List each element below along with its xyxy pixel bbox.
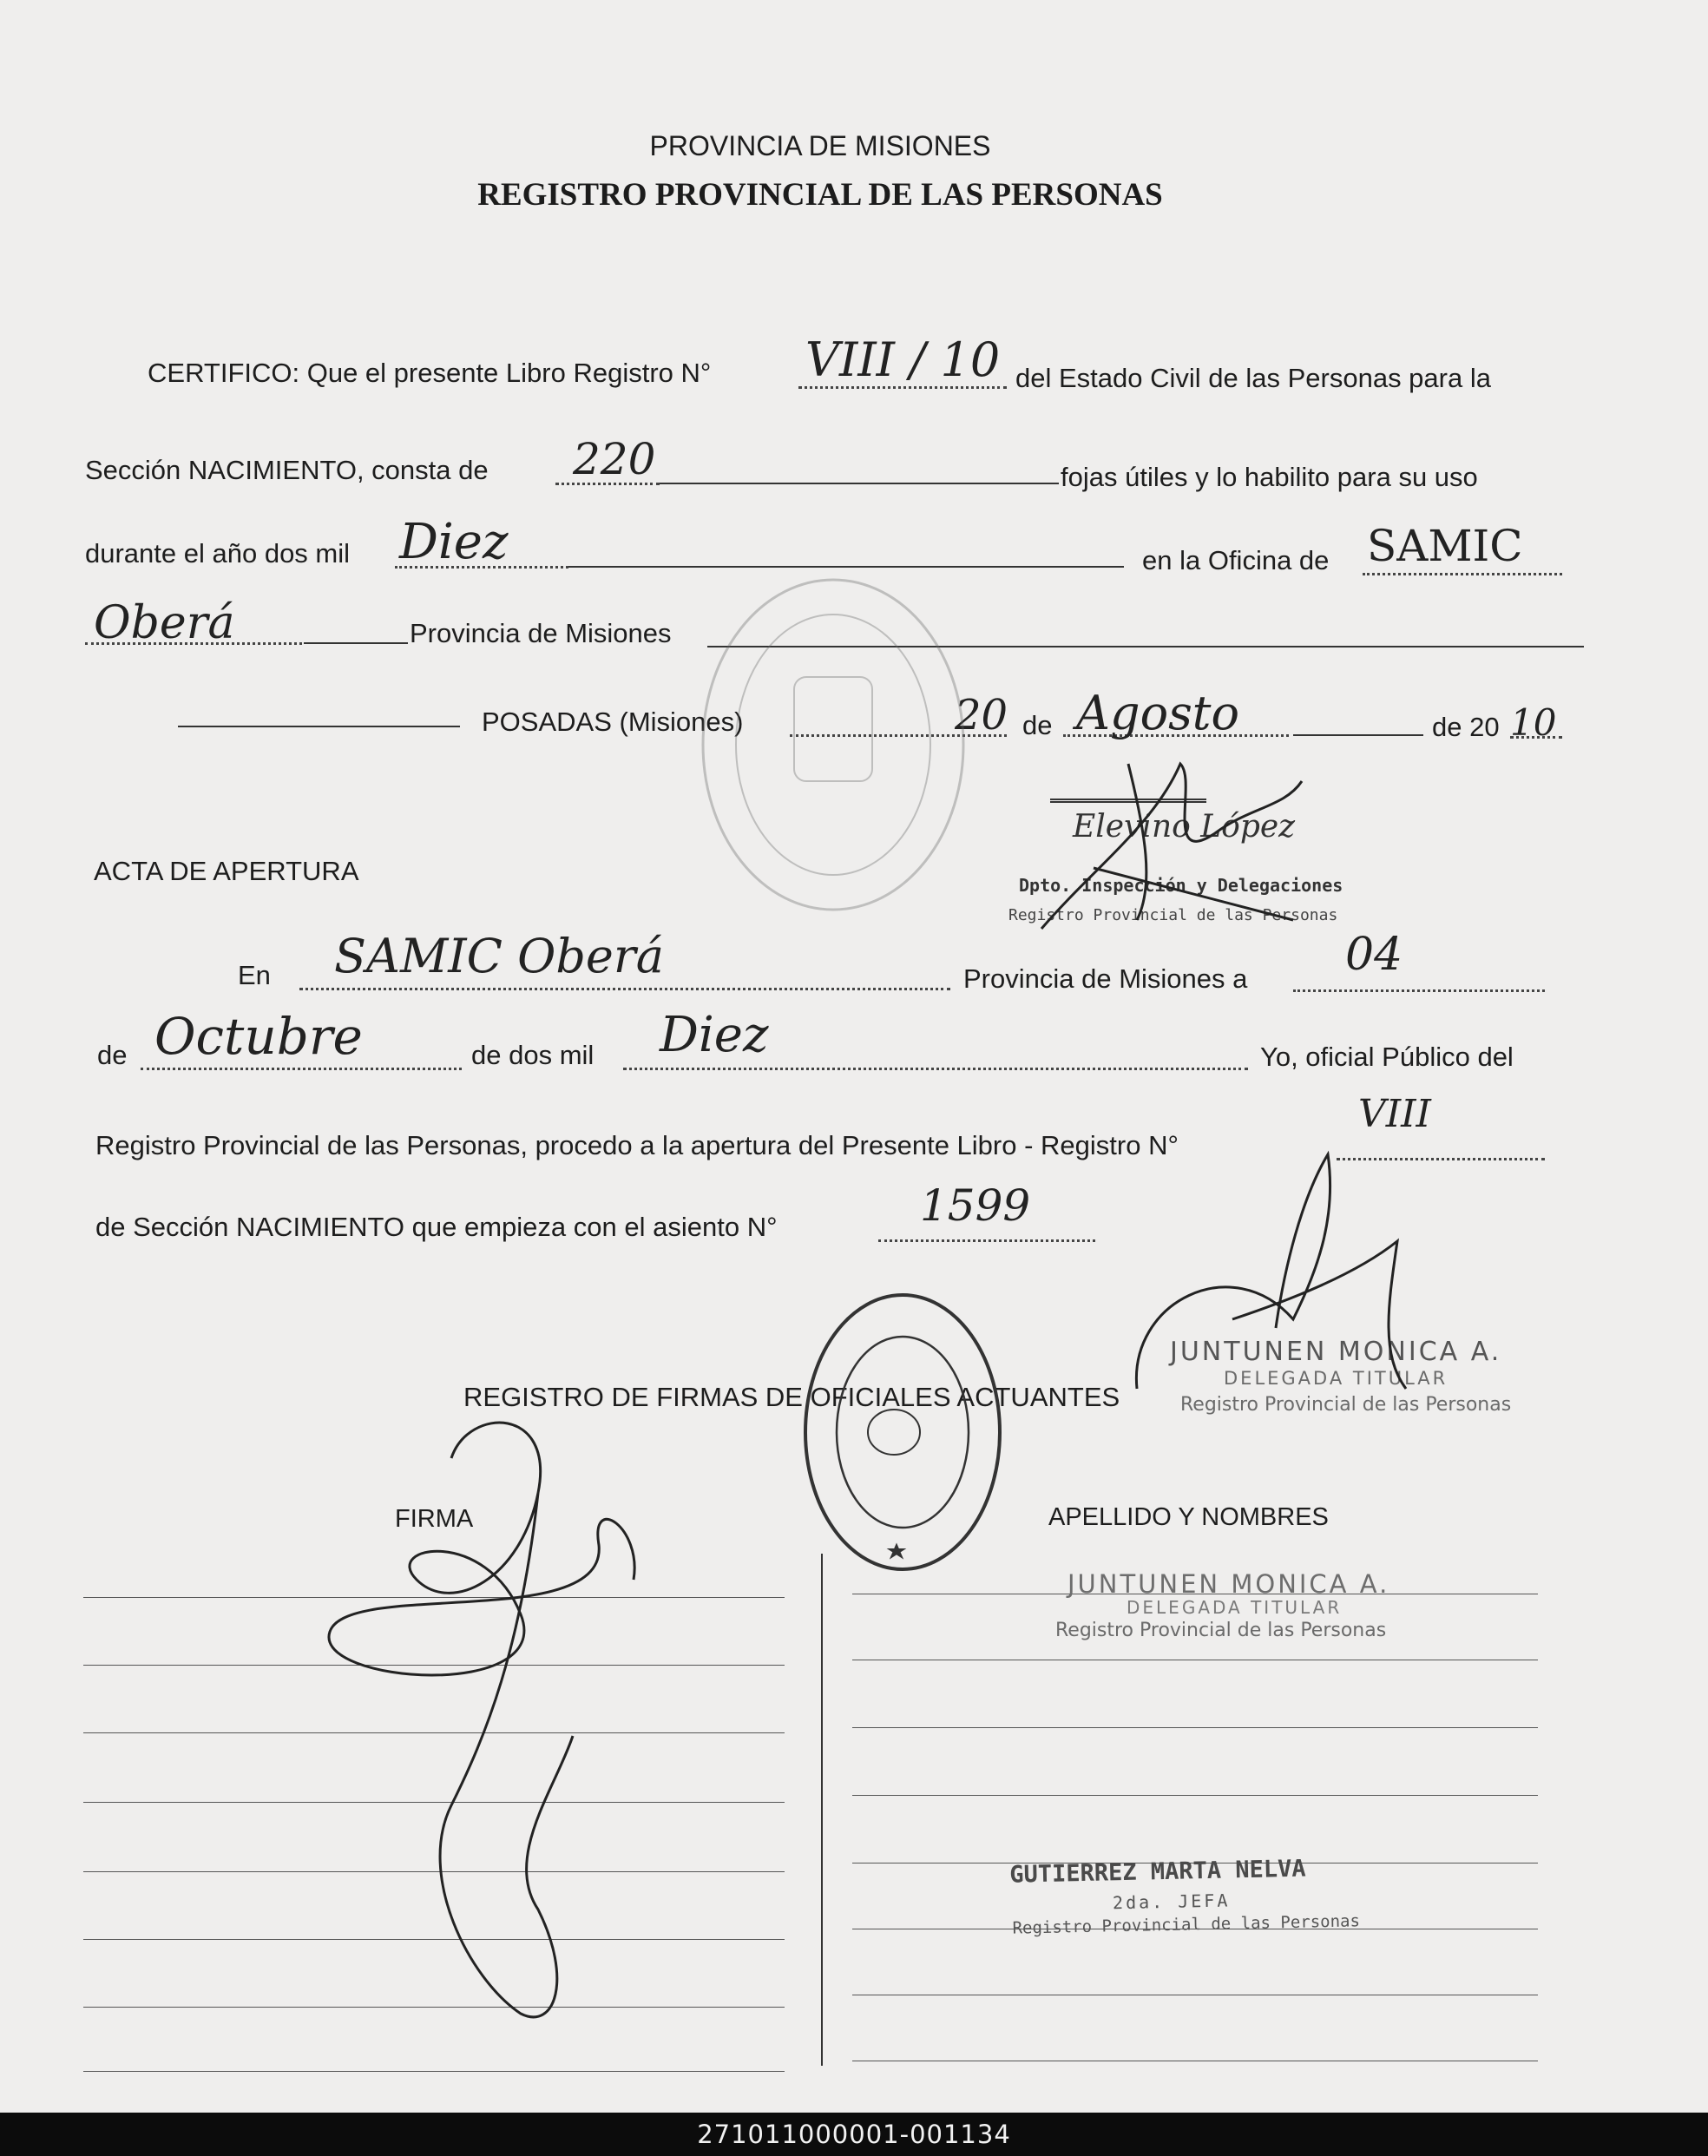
signer-1-registry: Registro Provincial de las Personas — [1055, 1620, 1387, 1641]
cert-line2-suffix: fojas útiles y lo habilito para su uso — [1061, 462, 1478, 492]
month-handwritten: Agosto — [1076, 686, 1239, 740]
certifier-stamp-name: Elevino López — [1073, 809, 1296, 845]
cert-line4-suffix: Provincia de Misiones — [410, 618, 672, 648]
cert-line1-suffix: del Estado Civil de las Personas para la — [1015, 363, 1491, 393]
certifier-stamp-dept: Dpto. Inspección y Delegaciones — [1019, 875, 1343, 896]
certifier-stamp-registry: Registro Provincial de las Personas — [1008, 906, 1338, 924]
acta-place-handwritten: SAMIC Oberá — [334, 929, 664, 983]
province-heading: PROVINCIA DE MISIONES — [649, 130, 991, 161]
acta-registro-dots — [1337, 1158, 1545, 1160]
acta-month-handwritten: Octubre — [154, 1007, 363, 1066]
signer-1-name: JUNTUNEN MONICA A. — [1068, 1569, 1390, 1599]
cert-line5-rule-b — [1293, 734, 1423, 736]
col-nombres-header: APELLIDO Y NOMBRES — [1048, 1503, 1329, 1531]
acta-day-dots — [1293, 989, 1545, 992]
firma-row-line — [83, 1597, 785, 1598]
acta-registro-handwritten: VIII — [1358, 1092, 1431, 1136]
col-firma-header: FIRMA — [395, 1505, 474, 1533]
year-suffix-handwritten: 10 — [1510, 701, 1557, 744]
acta-province-label: Provincia de Misiones a — [963, 963, 1248, 994]
acta-line3: Registro Provincial de las Personas, procedo a la apertura del Presente Libro - Registro N° — [95, 1130, 1179, 1160]
de-label-1: de — [1022, 710, 1053, 740]
acta-year-handwritten: Diez — [660, 1007, 769, 1063]
cert-line5-rule-a — [178, 726, 460, 727]
acta-place-dots — [299, 988, 950, 990]
year-words-handwritten: Diez — [399, 514, 509, 570]
year-dots — [1510, 736, 1562, 739]
firma-row-line — [83, 2007, 785, 2008]
acta-de-label: de — [97, 1040, 128, 1070]
acta-title: ACTA DE APERTURA — [94, 856, 359, 886]
column-divider — [821, 1554, 823, 2066]
fojas-handwritten: 220 — [573, 434, 656, 484]
office-part1-handwritten: SAMIC — [1367, 521, 1523, 571]
acta-month-dots — [141, 1068, 462, 1070]
registry-heading: REGISTRO PROVINCIAL DE LAS PERSONAS — [477, 177, 1163, 213]
cert-line3-suffix: en la Oficina de — [1142, 545, 1330, 575]
signer-entry-1 — [1050, 1569, 1449, 1656]
signature-firma-icon — [329, 1423, 634, 2017]
delegate-stamp-name: JUNTUNEN MONICA A. — [1170, 1337, 1502, 1367]
signer-entry-2 — [1006, 1853, 1407, 1949]
posadas-label: POSADAS (Misiones) — [482, 707, 744, 737]
cert-line2-rule — [660, 483, 1059, 484]
nombres-row-line — [852, 1795, 1538, 1796]
cert-line3-rule — [568, 566, 1124, 568]
acta-oficial-label: Yo, oficial Público del — [1260, 1042, 1514, 1072]
year-prefix-label: de 20 — [1432, 712, 1500, 742]
acta-year-dots — [623, 1068, 1248, 1070]
firma-row-line — [83, 1665, 785, 1666]
certifier-stamp — [998, 799, 1343, 946]
cert-line2-prefix: Sección NACIMIENTO, consta de — [85, 455, 489, 485]
signer-1-title: DELEGADA TITULAR — [1127, 1597, 1343, 1618]
round-stamp-top — [703, 580, 963, 910]
cert-line4-rule-b — [707, 646, 1584, 647]
firma-row-line — [83, 2071, 785, 2072]
acta-en-label: En — [238, 960, 271, 990]
day-handwritten: 20 — [955, 691, 1008, 739]
acta-day-handwritten: 04 — [1345, 929, 1403, 981]
delegate-stamp — [1163, 1337, 1527, 1432]
signer-2-registry: Registro Provincial de las Personas — [1012, 1911, 1361, 1938]
nombres-row-line — [852, 1727, 1538, 1728]
firma-row-line — [83, 1871, 785, 1872]
acta-dos-mil-label: de dos mil — [471, 1040, 595, 1070]
signer-2-title: 2da. JEFA — [1112, 1890, 1231, 1914]
office-part2-handwritten: Oberá — [94, 597, 235, 649]
acta-asiento-handwritten: 1599 — [920, 1180, 1031, 1231]
firma-row-line — [83, 1939, 785, 1940]
delegate-stamp-title: DELEGADA TITULAR — [1224, 1368, 1449, 1389]
signatures-title: REGISTRO DE FIRMAS DE OFICIALES ACTUANTES — [463, 1382, 1120, 1412]
round-stamp-bottom — [805, 1295, 1000, 1569]
signer-2-name: GUTIERREZ MARTA NELVA — [1009, 1855, 1306, 1889]
firma-row-line — [83, 1802, 785, 1803]
firma-row-line — [83, 1732, 785, 1733]
cert-line3-prefix: durante el año dos mil — [85, 538, 351, 569]
cert-office-dots — [1363, 573, 1562, 575]
cert-line1-prefix: CERTIFICO: Que el presente Libro Registro N° — [148, 358, 712, 388]
document-id-footer: 271011000001-001134 — [0, 2113, 1708, 2156]
certifier-stamp-strike — [1050, 799, 1206, 803]
acta-asiento-dots — [878, 1239, 1095, 1242]
cert-line4-rule-a — [304, 642, 408, 644]
delegate-stamp-registry: Registro Provincial de las Personas — [1180, 1394, 1512, 1416]
libro-number-handwritten: VIII / 10 — [805, 332, 1001, 387]
acta-line4-prefix: de Sección NACIMIENTO que empieza con el asiento N° — [95, 1212, 778, 1242]
